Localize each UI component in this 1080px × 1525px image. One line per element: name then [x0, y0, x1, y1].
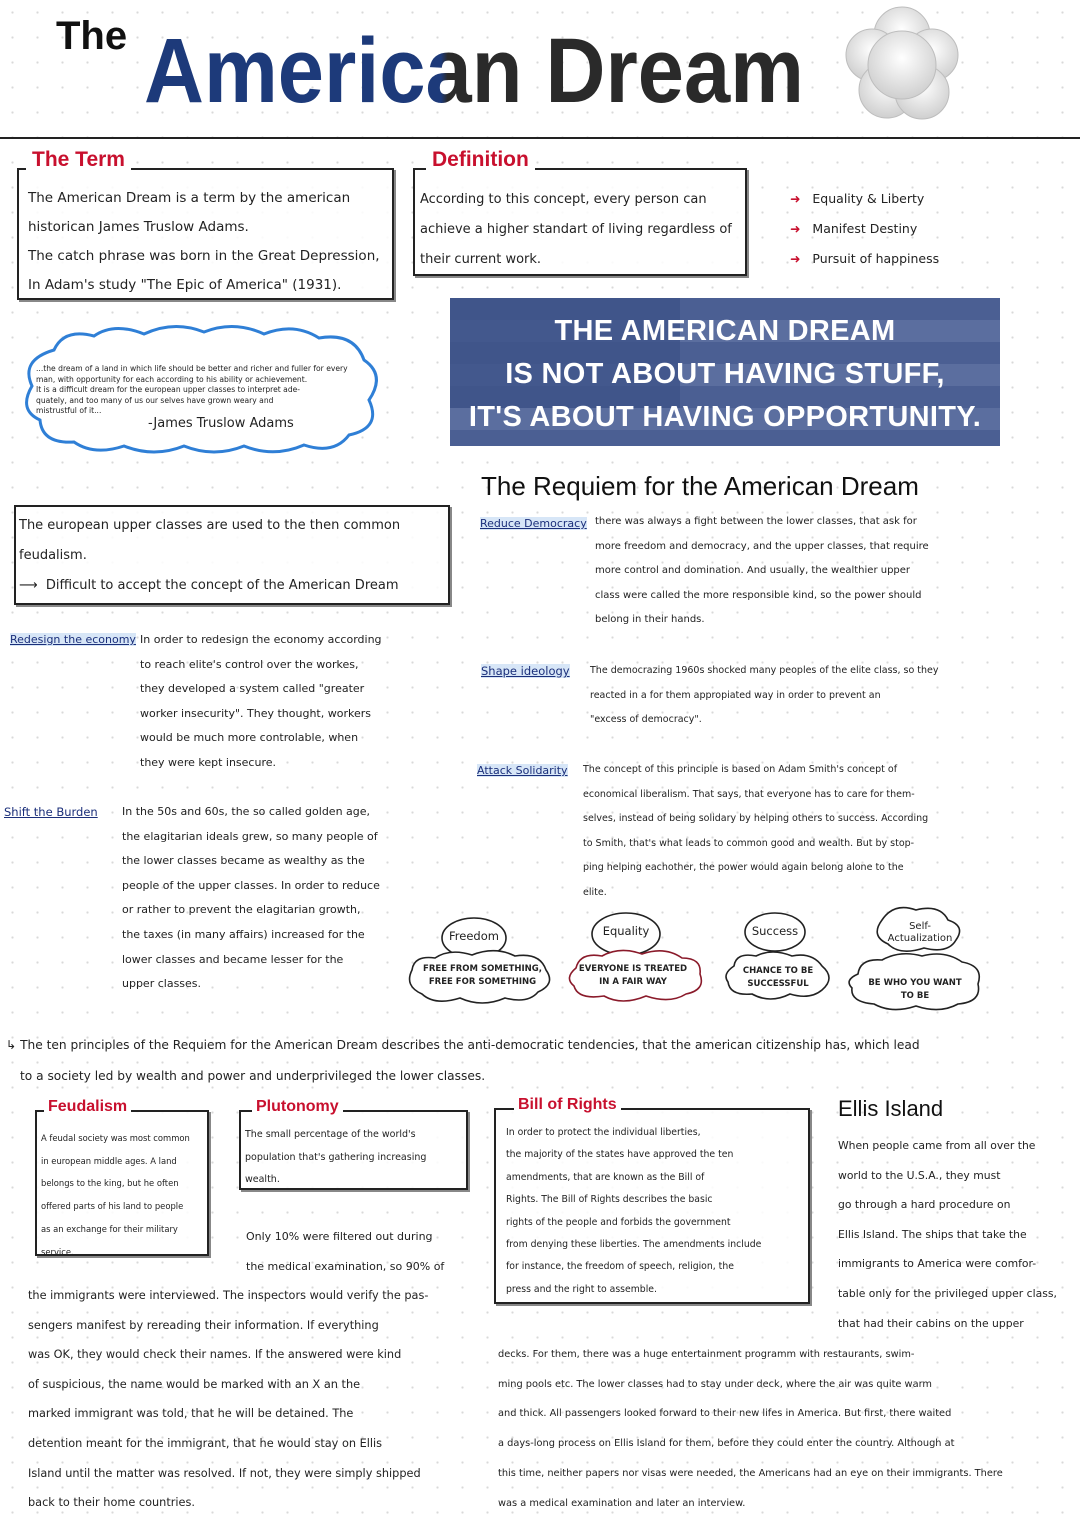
banner-text: [450, 310, 1000, 439]
ellis-bottom-text: [498, 1340, 1003, 1518]
value-item: ➜ Equality & Liberty: [790, 191, 925, 206]
principle-reduce-text: [595, 510, 929, 633]
ideal-equality-desc: EVERYONE IS TREATED IN A FAIR WAY: [578, 964, 688, 987]
ellis-line: immigrants to America were comfor-: [838, 1257, 1037, 1271]
europe-text: [19, 511, 400, 601]
banner-line: IT'S ABOUT HAVING OPPORTUNITY.: [468, 401, 982, 433]
principle-line: The democrazing 1960s shocked many peoples of the elite class, so they: [590, 665, 939, 676]
feudalism-line: belongs to the king, but he often: [41, 1178, 179, 1189]
principle-shape: [481, 660, 570, 679]
principle-line: elite.: [583, 886, 607, 898]
ellis-line: that had their cabins on the upper: [838, 1316, 1024, 1330]
ideal-self-desc: BE WHO YOU WANT TO BE: [868, 978, 962, 1001]
principle-line: "excess of democracy".: [590, 714, 702, 725]
quote-line: quately, and too many of us our selves have grown weary and: [36, 395, 274, 405]
term-line: The catch phrase was born in the Great Depression,: [28, 248, 380, 264]
bill-line: for instance, the freedom of speech, religion, the: [506, 1261, 734, 1273]
requiem-title: The Requiem for the American Dream: [481, 471, 919, 501]
feudalism-line: service.: [41, 1246, 74, 1257]
europe-arrow-line: ⟶ Difficult to accept the concept of the American Dream: [19, 578, 399, 593]
definition-line: achieve a higher standart of living regardless of: [420, 222, 732, 237]
page-title: American Dream: [144, 20, 804, 120]
principle-line: more freedom and democracy, and the upper classes, that require: [595, 540, 929, 552]
europe-line: The european upper classes are used to the then common: [19, 518, 401, 533]
title-art: [140, 10, 830, 120]
ideal-freedom-title: Freedom: [449, 929, 499, 943]
ellis-line: and thick. All passengers looked forward to their new lifes in America. But first, there waited: [498, 1408, 952, 1420]
ellis-line: decks. For them, there was a huge entertainment programm with restaurants, swim-: [498, 1349, 915, 1360]
banner-line: IS NOT ABOUT HAVING STUFF,: [505, 358, 945, 390]
feudalism-line: offered parts of his land to people: [41, 1201, 184, 1212]
principle-shift: [4, 801, 98, 820]
principle-redesign-text: [140, 628, 382, 775]
term-text: [28, 184, 380, 300]
principle-label: Shift the Burden: [4, 805, 98, 819]
definition-line: According to this concept, every person can: [420, 192, 707, 207]
feudalism-heading: Feudalism: [44, 1098, 131, 1116]
principle-line: or rather to prevent the elagitarian growth,: [122, 903, 361, 917]
principle-attack-text: [583, 758, 928, 906]
ellis-line: ming pools etc. The lower classes had to stay under deck, where the air was quite warm: [498, 1378, 932, 1390]
ellis-left-text: [28, 1281, 428, 1518]
ellis-line: this time, neither papers nor visas were needed, the Americans had an eye on their immigrants. There: [498, 1467, 1003, 1479]
ellis-line: table only for the privileged upper class,: [838, 1286, 1057, 1300]
principle-line: worker insecurity". They thought, workers: [140, 706, 371, 720]
bill-line: the majority of the states have approved the ten: [506, 1149, 734, 1161]
header-the: The: [56, 14, 128, 58]
bill-line: In order to protect the individual liberties,: [506, 1127, 701, 1138]
principle-line: would be much more controlable, when: [140, 731, 359, 744]
ellis-line: Only 10% were filtered out during: [246, 1230, 433, 1243]
principle-line: to Smith, that's what leads to common good and wealth. But by stop-: [583, 837, 915, 849]
principle-line: selves, instead of being solidary by helping others to success. According: [583, 813, 929, 825]
principle-line: more control and domination. And usually, the wealthier upper: [595, 565, 911, 576]
ideal-equality-title: Equality: [602, 924, 650, 938]
principle-line: reacted in a for them appropiated way in order to prevent an: [590, 689, 881, 701]
ellis-line: marked immigrant was told, that he will be detained. The: [28, 1407, 354, 1421]
principle-line: In order to redesign the economy according: [140, 633, 382, 646]
ellis-line: was OK, they would check their names. If the answered were kind: [28, 1348, 402, 1362]
arrow-right-icon: ➜: [790, 221, 801, 236]
europe-line: feudalism.: [19, 548, 87, 563]
principle-label: Reduce Democracy: [480, 517, 587, 530]
plutonomy-line: The small percentage of the world's: [245, 1129, 416, 1140]
principle-line: economical liberalism. That says, that everyone has to care for them-: [583, 788, 915, 800]
ellis-line: was a medical examination and later an interview.: [498, 1497, 746, 1509]
bill-line: Rights. The Bill of Rights describes the basic: [506, 1194, 713, 1206]
banner: [450, 298, 1000, 446]
summary-line: to a society led by wealth and power and underprivileged the lower classes.: [20, 1069, 486, 1083]
ellis-line: detention meant for the immigrant, that he would stay on Ellis: [28, 1436, 383, 1450]
term-line: historican James Truslow Adams.: [28, 219, 249, 235]
ellis-line: world to the U.S.A., they must: [838, 1168, 1001, 1182]
plutonomy-text: [245, 1124, 426, 1192]
principle-line: people of the upper classes. In order to reduce: [122, 878, 380, 892]
principle-line: upper classes.: [122, 977, 202, 991]
bill-line: rights of the people and forbids the government: [506, 1216, 731, 1228]
values-list: [790, 184, 939, 274]
principle-line: ping helping eachother, the power would again belong alone to the: [583, 862, 904, 874]
ideal-success-desc: CHANCE TO BE SUCCESSFUL: [742, 966, 814, 989]
quote-line: man, with opportunity for each according to his ability or achievement.: [36, 374, 308, 384]
ideal-self-title: Self- Actualization: [887, 921, 953, 944]
definition-heading: Definition: [426, 148, 535, 172]
principle-attack: [477, 759, 568, 778]
ellis-line: Island until the matter was resolved. If not, they were simply shipped: [28, 1466, 421, 1480]
principle-line: class were called the more responsible kind, so the power should: [595, 589, 922, 601]
bill-text: [506, 1122, 761, 1301]
quote-line: ...the dream of a land in which life should be better and richer and fuller for every: [36, 364, 348, 373]
arrow-right-icon: ⟶: [19, 578, 38, 593]
principle-line: they were kept insecure.: [140, 755, 276, 769]
ideal-freedom-desc: FREE FROM SOMETHING, FREE FOR SOMETHING: [423, 964, 542, 987]
principle-line: the elagitarian ideals grew, so many people of: [122, 829, 378, 843]
ellis-line: go through a hard procedure on: [838, 1198, 1011, 1212]
principle-shape-text: [590, 659, 939, 733]
bill-line: amendments, that are known as the Bill of: [506, 1171, 705, 1183]
principle-line: the lower classes became as wealthy as the: [122, 854, 365, 868]
ellis-heading: Ellis Island: [838, 1096, 944, 1121]
bill-line: from denying these liberties. The amendments include: [506, 1239, 762, 1251]
principle-line: In the 50s and 60s, the so called golden age,: [122, 805, 371, 818]
principle-line: belong in their hands.: [595, 614, 705, 625]
term-line: The American Dream is a term by the american: [28, 190, 351, 206]
term-heading: The Term: [26, 148, 131, 172]
principle-shift-text: [122, 800, 380, 997]
ellis-line: When people came from all over the: [838, 1139, 1036, 1152]
feudalism-text: [41, 1127, 190, 1263]
return-arrow-icon: ↳: [6, 1038, 17, 1052]
value-item: ➜ Pursuit of happiness: [790, 251, 940, 266]
principle-label: Redesign the economy: [10, 633, 136, 646]
ellis-line: the immigrants were interviewed. The inspectors would verify the pas-: [28, 1289, 429, 1302]
ellis-line: a days-long process on Ellis Island for them, before they could enter the country. Although at: [498, 1438, 955, 1450]
quote-text: [36, 364, 348, 417]
principle-line: lower classes and became lesser for the: [122, 952, 344, 966]
principle-redesign: [10, 628, 136, 647]
ellis-line: of suspicious, the name would be marked with an X an the: [28, 1377, 361, 1391]
principle-line: to reach elite's control over the workes,: [140, 657, 359, 671]
feudalism-line: in european middle ages. A land: [41, 1155, 177, 1166]
arrow-right-icon: ➜: [790, 191, 801, 206]
quote-line: mistrustful of it...: [36, 406, 102, 415]
definition-line: their current work.: [420, 252, 542, 267]
principle-line: there was always a fight between the lower classes, that ask for: [595, 516, 917, 527]
plutonomy-line: wealth.: [245, 1174, 280, 1185]
bill-heading: Bill of Rights: [514, 1096, 621, 1114]
quote-line: It is a difficult dream for the european upper classes to interpret ade-: [36, 385, 301, 394]
ideal-success-title: Success: [751, 924, 799, 938]
ellis-line: back to their home countries.: [28, 1496, 195, 1510]
bill-line: press and the right to assemble.: [506, 1283, 657, 1295]
principle-reduce: [480, 512, 587, 531]
ellis-line: Ellis Island. The ships that take the: [838, 1227, 1027, 1241]
ellis-right-text: [838, 1131, 1057, 1338]
feudalism-line: A feudal society was most common: [41, 1133, 190, 1143]
ellis-line: the medical examination, so 90% of: [246, 1260, 445, 1273]
definition-text: [420, 185, 732, 275]
value-item: ➜ Manifest Destiny: [790, 221, 918, 236]
principle-label: Shape ideology: [481, 664, 570, 678]
plutonomy-line: population that's gathering increasing: [245, 1151, 427, 1163]
ellis-left-start: [246, 1222, 444, 1282]
header-rule: [0, 137, 1080, 139]
feudalism-line: as an exchange for their military: [41, 1223, 178, 1234]
banner-line: THE AMERICAN DREAM: [554, 315, 896, 347]
arrow-right-icon: ➜: [790, 251, 801, 266]
principle-line: The concept of this principle is based on Adam Smith's concept of: [583, 764, 898, 775]
term-line: In Adam's study "The Epic of America" (1931).: [28, 277, 342, 293]
summary-line: ↳ The ten principles of the Requiem for the American Dream describes the anti-democratic tendencies, that the american citizenship has, which lead: [6, 1038, 920, 1052]
ellis-line: sengers manifest by rereading their information. If everything: [28, 1318, 379, 1332]
quote-author: -James Truslow Adams: [148, 416, 294, 431]
plutonomy-heading: Plutonomy: [252, 1098, 343, 1116]
principle-label: Attack Solidarity: [477, 764, 568, 777]
cloud-icon: [832, 0, 972, 140]
principle-line: they developed a system called "greater: [140, 682, 365, 695]
principle-line: the taxes (in many affairs) increased for the: [122, 927, 365, 941]
requiem-summary: [6, 1030, 920, 1092]
